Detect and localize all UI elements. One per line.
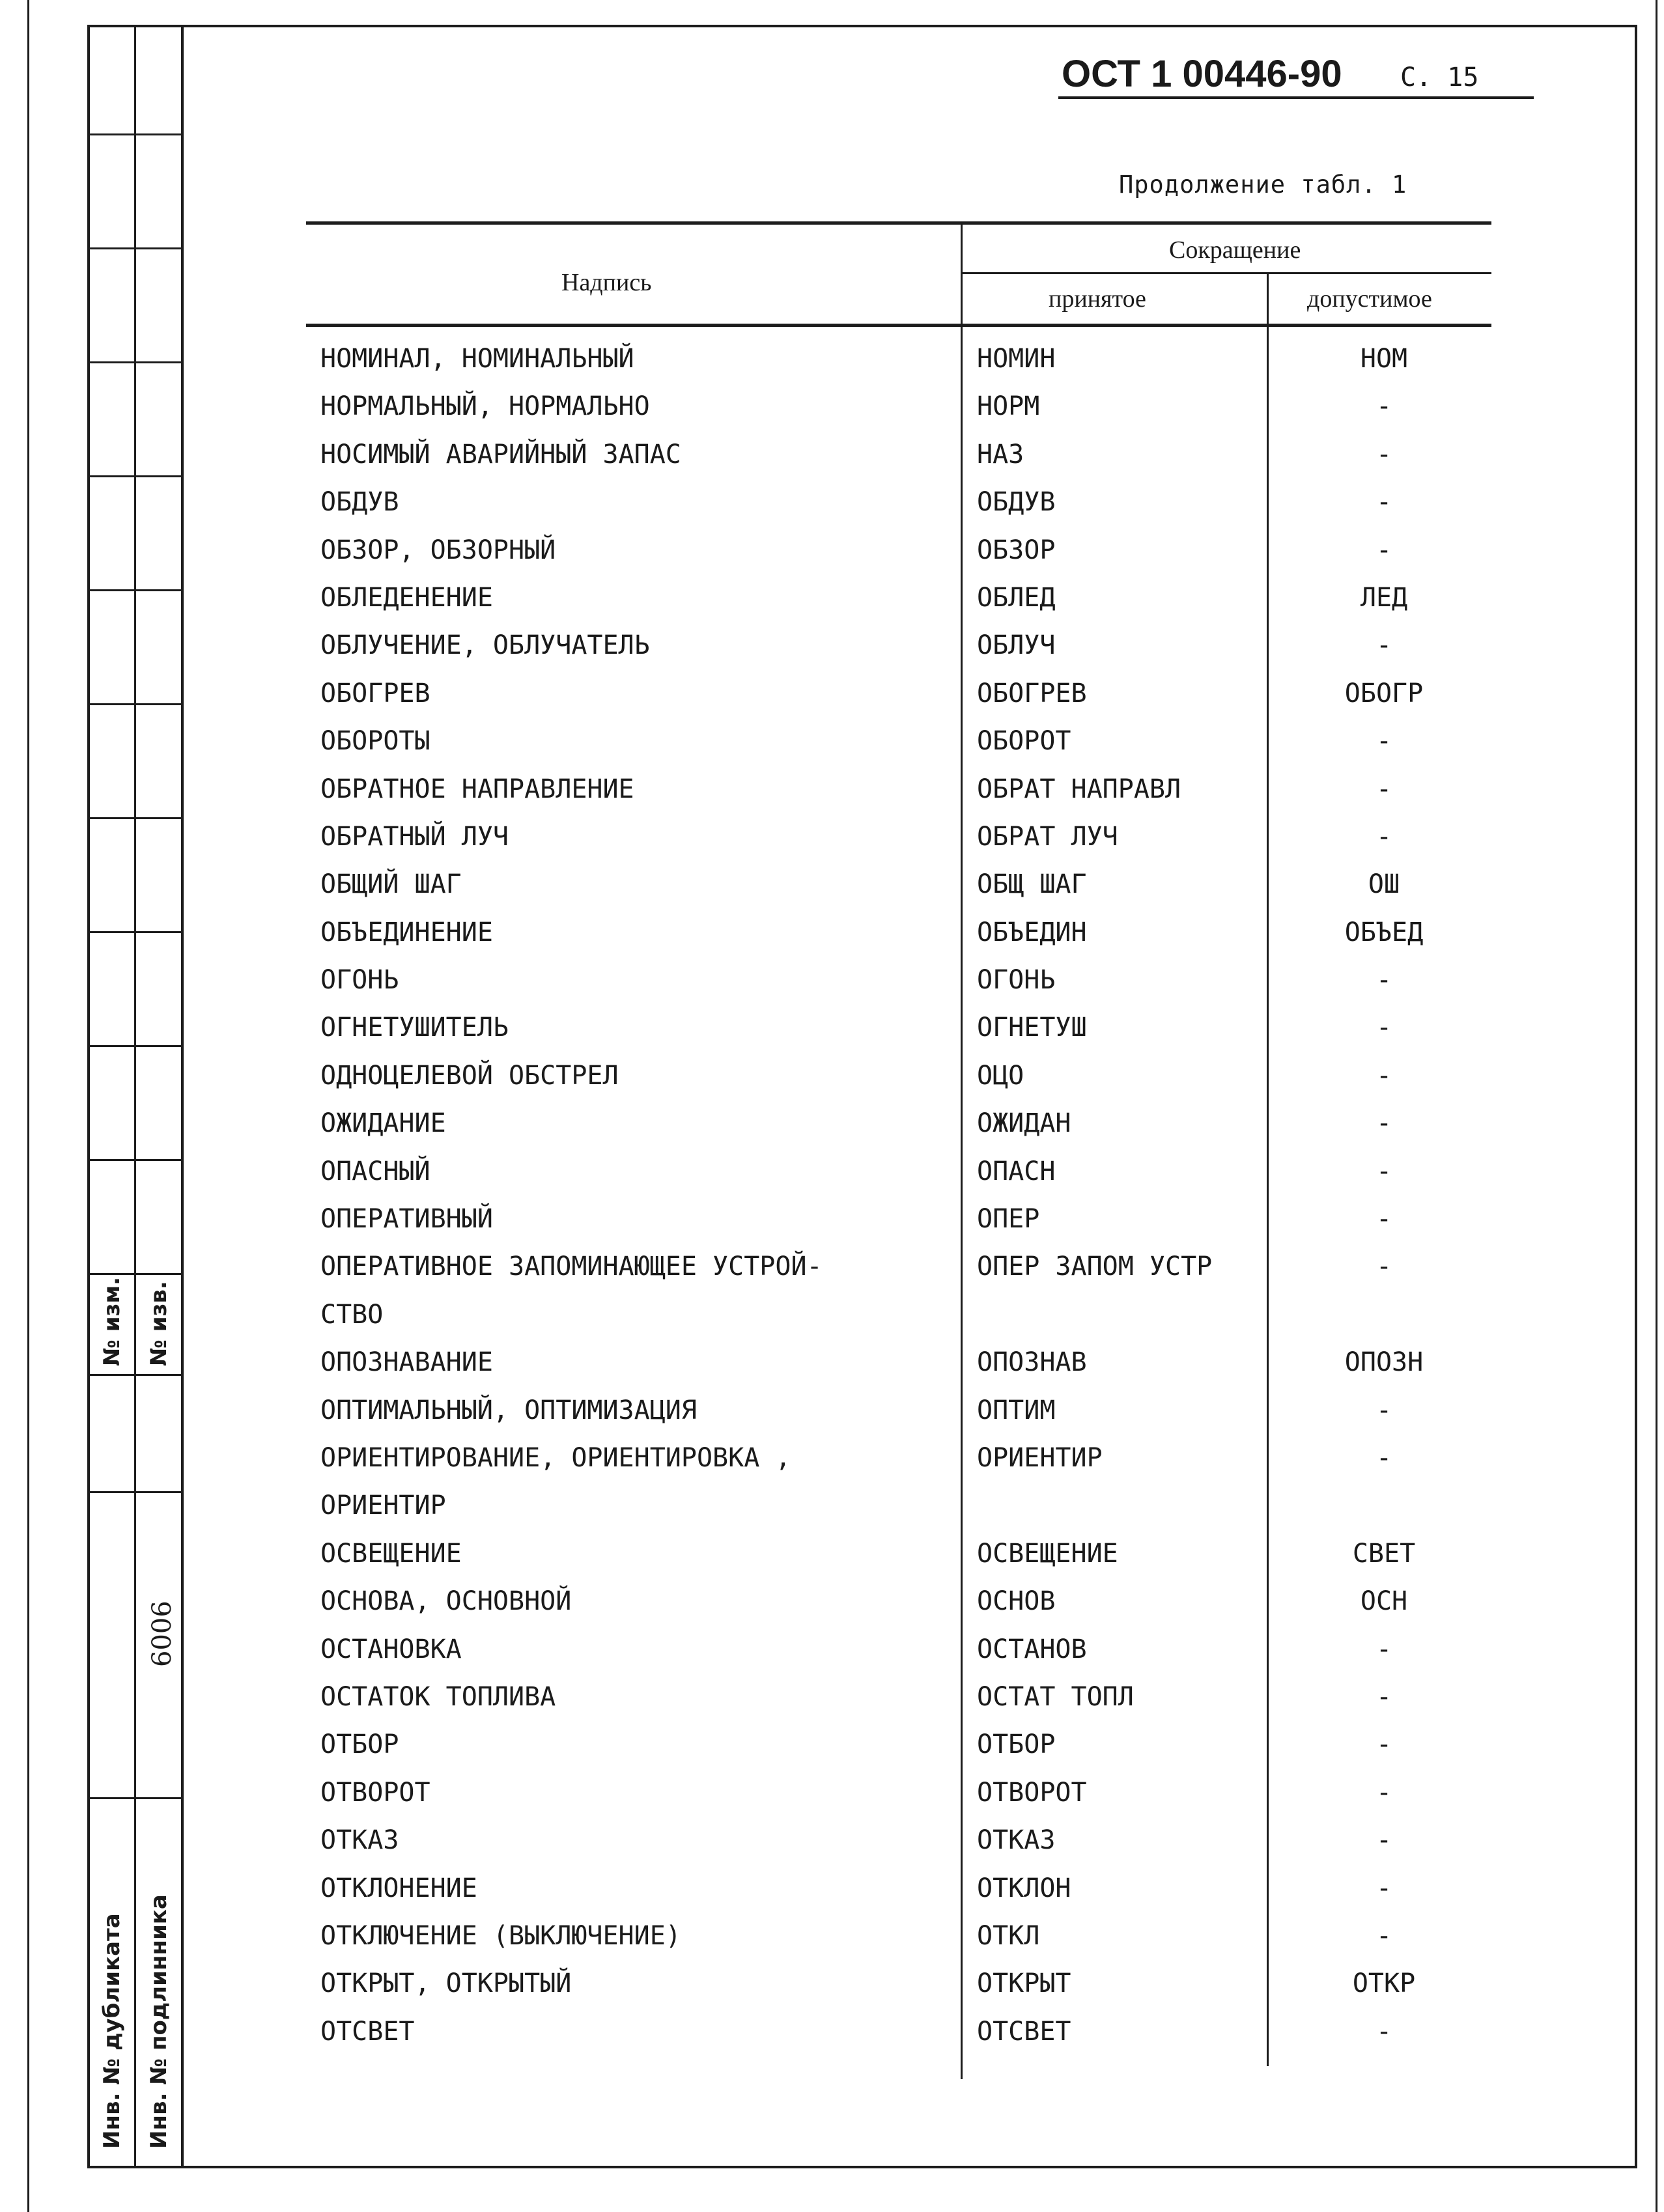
table-row [306,1960,1491,2008]
inscription-cell: ОТКАЗ [320,1825,399,1856]
frame-left-border [181,26,184,2168]
frame-bottom-border [87,2166,1637,2168]
permissible-abbreviation-cell: - [1375,1204,1392,1235]
table-row [306,479,1491,526]
accepted-abbreviation-cell: ОБОГРЕВ [977,678,1087,708]
inscription-cell: ОБЩИЙ ШАГ [320,869,462,900]
permissible-abbreviation-cell: - [1375,1777,1392,1808]
permissible-abbreviation-cell: - [1375,535,1392,565]
inscription-cell: ОТСВЕТ [320,2016,415,2047]
inscription-cell: ОТКРЫТ, ОТКРЫТЫЙ [320,1968,572,1999]
permissible-abbreviation-cell: - [1375,726,1392,757]
page-left-edge-line [27,0,29,2212]
accepted-abbreviation-cell: ОПЕР [977,1204,1040,1235]
permissible-abbreviation-cell: - [1375,821,1392,852]
column-header-inscription: Надпись [561,269,652,296]
permissible-abbreviation-cell: - [1375,1443,1392,1473]
table-row [306,1530,1491,1578]
permissible-abbreviation-cell: - [1375,1395,1392,1425]
inscription-cell: ОБРАТНЫЙ ЛУЧ [320,821,509,852]
inscription-cell: ОПЕРАТИВНОЕ ЗАПОМИНАЮЩЕЕ УСТРОЙ- [320,1252,823,1282]
inscription-cell: ОБОРОТЫ [320,726,430,757]
table-row [306,527,1491,574]
inscription-cell: ОБДУВ [320,487,399,518]
table-continuation-label: Продолжение табл. 1 [1119,171,1407,199]
accepted-abbreviation-cell: ОБЛЕД [977,582,1056,613]
inscription-cell: ОПАСНЫЙ [320,1156,430,1186]
accepted-abbreviation-cell: ОБЩ ШАГ [977,869,1087,900]
permissible-abbreviation-cell: ОПОЗН [1344,1347,1424,1378]
inscription-cell: ОБОГРЕВ [320,678,430,708]
inscription-cell: ОПОЗНАВАНИЕ [320,1347,493,1378]
inscription-cell: ОБРАТНОЕ НАПРАВЛЕНИЕ [320,774,634,804]
inscription-cell: ОСНОВА, ОСНОВНОЙ [320,1586,572,1617]
table-row [306,1435,1491,1530]
permissible-abbreviation-cell: - [1375,487,1392,518]
accepted-abbreviation-cell: ОБОРОТ [977,726,1071,757]
inscription-cell: ОПЕРАТИВНЫЙ [320,1204,493,1235]
accepted-abbreviation-cell: ОПОЗНАВ [977,1347,1087,1378]
permissible-abbreviation-cell: - [1375,1156,1392,1186]
stamp-tick [87,247,184,249]
inscription-cell: ОСТАНОВКА [320,1634,462,1664]
table-row [306,2008,1491,2056]
table-row [306,670,1491,718]
inscription-cell: ОГОНЬ [320,965,399,996]
accepted-abbreviation-cell: ОТСВЕТ [977,2016,1071,2047]
stamp-tick [87,1273,184,1275]
original-inventory-label: Инв. № подлинника [146,1894,172,2149]
accepted-abbreviation-cell: ОСНОВ [977,1586,1056,1617]
accepted-abbreviation-cell: ОТБОР [977,1729,1056,1760]
table-body [306,335,1491,2056]
accepted-abbreviation-cell: ОСТАТ ТОПЛ [977,1681,1134,1712]
column-header-abbreviation: Сокращение [1169,236,1301,264]
accepted-abbreviation-cell: ОРИЕНТИР [977,1443,1103,1473]
inscription-cell: ОПТИМАЛЬНЫЙ, ОПТИМИЗАЦИЯ [320,1395,697,1425]
accepted-abbreviation-cell: ОПЕР ЗАПОМ УСТР [977,1252,1213,1282]
table-row [306,1817,1491,1864]
accepted-abbreviation-cell: НОМИН [977,344,1056,374]
permissible-abbreviation-cell: - [1375,965,1392,996]
inscription-cell: ОРИЕНТИРОВАНИЕ, ОРИЕНТИРОВКА , [320,1443,791,1473]
permissible-abbreviation-cell: ОСН [1360,1586,1408,1617]
stamp-tick [87,931,184,933]
inscription-cell: ОСТАТОК ТОПЛИВА [320,1681,556,1712]
inscription-cell: НОСИМЫЙ АВАРИЙНЫЙ ЗАПАС [320,439,681,469]
document-code: ОСТ 1 00446-90 [1062,53,1342,95]
header-underline [1058,96,1534,99]
accepted-abbreviation-cell: ОБДУВ [977,487,1056,518]
accepted-abbreviation-cell: ОТКАЗ [977,1825,1056,1856]
inscription-cell: ОБЪЕДИНЕНИЕ [320,917,493,947]
table-top-rule [306,221,1491,225]
accepted-abbreviation-cell: ОПТИМ [977,1395,1056,1425]
accepted-abbreviation-cell: НОРМ [977,391,1040,422]
permissible-abbreviation-cell: - [1375,439,1392,469]
table-row [306,813,1491,861]
permissible-abbreviation-cell: ОБЪЕД [1344,917,1424,947]
accepted-abbreviation-cell: ОСТАНОВ [977,1634,1087,1664]
inscription-cell: НОРМАЛЬНЫЙ, НОРМАЛЬНО [320,391,650,422]
stamp-tick [87,817,184,819]
table-row [306,957,1491,1004]
permissible-abbreviation-cell: - [1375,774,1392,804]
table-row [306,861,1491,908]
stamp-tick [87,703,184,705]
permissible-abbreviation-cell: - [1375,1252,1392,1282]
table-row [306,1339,1491,1386]
permissible-abbreviation-cell: ОШ [1368,869,1400,900]
table-row [306,718,1491,765]
accepted-abbreviation-cell: ОБЗОР [977,535,1056,565]
table-row [306,335,1491,383]
column-header-accepted: принятое [1049,285,1146,313]
inscription-cell: ОБЛУЧЕНИЕ, ОБЛУЧАТЕЛЬ [320,630,650,661]
stamp-tick [87,1491,184,1493]
table-row [306,1100,1491,1147]
stamp-tick [87,589,184,591]
accepted-abbreviation-cell: ОБЛУЧ [977,630,1056,661]
page-right-edge-line [1656,0,1657,2212]
permissible-abbreviation-cell: - [1375,1873,1392,1903]
table-row [306,1626,1491,1673]
accepted-abbreviation-cell: ОЖИДАН [977,1108,1071,1139]
table-row [306,766,1491,813]
permissible-abbreviation-cell: ОБОГР [1344,678,1424,708]
inscription-continuation-cell: СТВО [320,1299,384,1330]
accepted-abbreviation-cell: ОБРАТ НАПРАВЛ [977,774,1181,804]
permissible-abbreviation-cell: ЛЕД [1360,582,1408,613]
permissible-abbreviation-cell: - [1375,1108,1392,1139]
permissible-abbreviation-cell: - [1375,1920,1392,1951]
permissible-abbreviation-cell: ОТКР [1352,1968,1416,1999]
inscription-cell: ОТКЛЮЧЕНИЕ (ВЫКЛЮЧЕНИЕ) [320,1920,681,1951]
accepted-abbreviation-cell: ОЦО [977,1060,1024,1091]
frame-top-border [87,25,1637,27]
table-header-bottom-rule [306,324,1491,327]
permissible-abbreviation-cell: - [1375,1681,1392,1712]
permissible-abbreviation-cell: - [1375,2016,1392,2047]
table-row [306,574,1491,622]
inscription-cell: ОБЗОР, ОБЗОРНЫЙ [320,535,556,565]
duplicate-inventory-label: Инв. № дубликата [99,1913,125,2149]
permissible-abbreviation-cell: - [1375,1060,1392,1091]
column-header-permissible: допустимое [1307,285,1432,313]
stamp-tick [87,1374,184,1376]
inscription-cell: ОТКЛОНЕНИЕ [320,1873,477,1903]
change-number-label: № изм. [99,1276,125,1366]
notice-number-label: № изв. [146,1281,172,1366]
stamp-tick [87,1797,184,1799]
frame-right-border [1635,25,1637,2168]
page-number: С. 15 [1400,63,1479,92]
permissible-abbreviation-cell: - [1375,1634,1392,1664]
permissible-abbreviation-cell: - [1375,1825,1392,1856]
stamp-tick [87,1045,184,1047]
table-row [306,1769,1491,1817]
table-row [306,1721,1491,1769]
inscription-cell: НОМИНАЛ, НОМИНАЛЬНЫЙ [320,344,634,374]
accepted-abbreviation-cell: ОТКРЫТ [977,1968,1071,1999]
table-row [306,909,1491,957]
accepted-abbreviation-cell: ОБЪЕДИН [977,917,1087,947]
inscription-cell: ОТБОР [320,1729,399,1760]
permissible-abbreviation-cell: - [1375,630,1392,661]
stamp-strip-left-border [87,26,90,2168]
permissible-abbreviation-cell: НОМ [1360,344,1408,374]
table-row [306,1673,1491,1721]
accepted-abbreviation-cell: ОТВОРОТ [977,1777,1087,1808]
stamp-strip-divider [134,26,136,2168]
stamp-tick [87,361,184,363]
table-row [306,1004,1491,1052]
inscription-cell: ОСВЕЩЕНИЕ [320,1538,462,1569]
stamp-tick [87,1159,184,1161]
accepted-abbreviation-cell: НАЗ [977,439,1024,469]
accepted-abbreviation-cell: ОГНЕТУШ [977,1013,1087,1043]
permissible-abbreviation-cell: - [1375,1729,1392,1760]
accepted-abbreviation-cell: ОПАСН [977,1156,1056,1186]
stamp-tick [87,475,184,477]
table-row [306,1196,1491,1243]
table-row [306,622,1491,669]
table-row [306,1387,1491,1435]
accepted-abbreviation-cell: ОТКЛОН [977,1873,1071,1903]
permissible-abbreviation-cell: - [1375,391,1392,422]
table-row [306,383,1491,430]
table-row [306,1578,1491,1625]
inscription-cell: ОДНОЦЕЛЕВОЙ ОБСТРЕЛ [320,1060,619,1091]
table-row [306,1148,1491,1196]
accepted-abbreviation-cell: ОСВЕЩЕНИЕ [977,1538,1118,1569]
table-row [306,1912,1491,1960]
original-number-value: 6006 [147,1601,177,1667]
table-row [306,1243,1491,1339]
table-row [306,1865,1491,1912]
accepted-abbreviation-cell: ОГОНЬ [977,965,1056,996]
permissible-abbreviation-cell: СВЕТ [1352,1538,1416,1569]
table-row [306,431,1491,479]
abbreviation-subheader-rule [961,272,1491,274]
inscription-cell: ОЖИДАНИЕ [320,1108,446,1139]
stamp-tick [87,133,184,135]
inscription-cell: ОГНЕТУШИТЕЛЬ [320,1013,509,1043]
inscription-cell: ОБЛЕДЕНЕНИЕ [320,582,493,613]
inscription-continuation-cell: ОРИЕНТИР [320,1491,446,1521]
accepted-abbreviation-cell: ОБРАТ ЛУЧ [977,821,1118,852]
accepted-abbreviation-cell: ОТКЛ [977,1920,1040,1951]
inscription-cell: ОТВОРОТ [320,1777,430,1808]
permissible-abbreviation-cell: - [1375,1013,1392,1043]
table-row [306,1052,1491,1100]
